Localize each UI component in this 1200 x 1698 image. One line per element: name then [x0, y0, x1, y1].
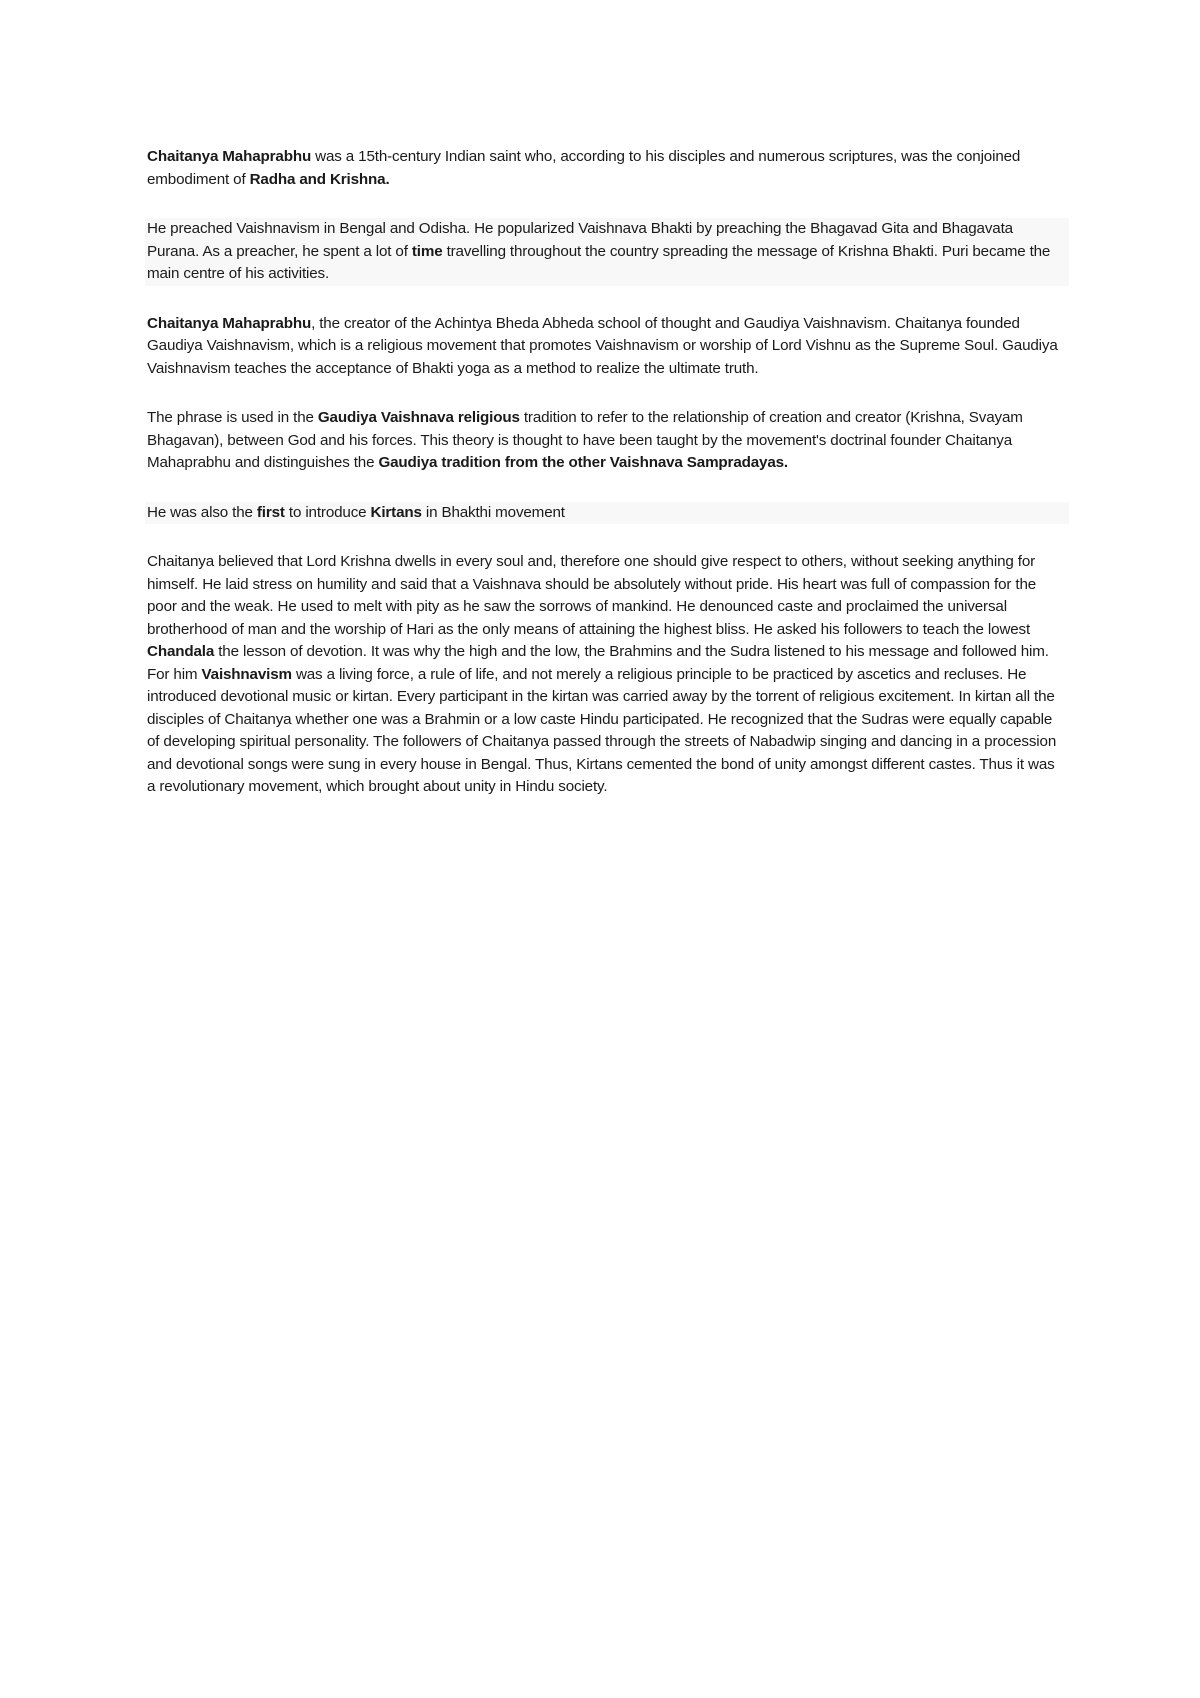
text-run: , the creator of the Achintya Bheda Abheda school of thought and Gaudiya Vaishnavism. Chaitanya founded Gaudiya Vaishnavism, which is a religious movement that promotes Vaishnavism or worship of Lord Vishnu as the Supreme Soul. Gaudiya Vaishnavism teaches the acceptance of Bhakti yoga as a method to realize the ultimate truth. — [147, 314, 1058, 377]
text-run: to introduce — [284, 503, 371, 521]
text-run: tradition to refer to the relationship of creation and creator (Krishna, Svayam Bhagavan), between God and his forces. This theory is thought to have been taught by the movement's doctrinal founder Chaitanya Mahaprabhu and distinguishes the — [147, 409, 1023, 471]
text-run: He preached Vaishnavism in Bengal and Odisha. He popularized Vaishnava Bhakti by preaching the Bhagavad Gita and Bhagavata Purana. As a preacher, he spent a lot of — [147, 220, 1013, 260]
bold-run: time — [411, 242, 443, 260]
paragraph-beliefs — [147, 551, 1065, 799]
paragraph-tradition — [147, 407, 1065, 475]
bold-run: first — [256, 503, 285, 521]
paragraph-intro — [147, 146, 1065, 191]
text-run: The phrase is used in the — [147, 409, 318, 426]
paragraph-kirtans — [145, 502, 1069, 525]
bold-run: Chandala — [147, 643, 215, 660]
bold-run: Vaishnavism — [201, 665, 292, 683]
paragraph-preaching — [145, 218, 1069, 286]
text-run: was a living force, a rule of life, and not merely a religious principle to be practiced by ascetics and recluses. He introduced devotional music or kirtan. Every participant in the kirtan was carried away by the torrent of religious excitement. In kirtan all the disciples of Chaitanya whether one was a Brahmin or a low caste Hindu participated. He recognized that the Sudras were equally capable of developing spiritual personality. The followers of Chaitanya passed through the streets of Nabadwip singing and dancing in a procession and devotional songs were sung in every house in Bengal. Thus, Kirtans cemented the bond of unity amongst different castes. Thus it was a revolutionary movement, which brought about unity in Hindu society. — [147, 665, 1057, 795]
bold-run: Kirtans — [370, 503, 422, 521]
bold-run: Chaitanya Mahaprabhu — [147, 314, 312, 332]
paragraph-gaudiya-vaishnavism — [147, 313, 1065, 381]
text-run: travelling throughout the country spreading the message of Krishna Bhakti. Puri became the main centre of his activities. — [147, 242, 1051, 282]
document-body — [147, 146, 1065, 826]
bold-run: Radha and Krishna. — [249, 170, 390, 188]
text-run: was a 15th-century Indian saint who, according to his disciples and numerous scriptures, was the conjoined embodiment of — [147, 148, 1021, 188]
bold-run: Gaudiya tradition from the other Vaishnava Sampradayas. — [378, 454, 789, 471]
text-run: Chaitanya believed that Lord Krishna dwells in every soul and, therefore one should give respect to others, without seeking anything for himself. He laid stress on humility and said that a Vaishnava should be absolutely without pride. His heart was full of compassion for the poor and the weak. He used to melt with pity as he saw the sorrows of mankind. He denounced caste and proclaimed the universal brotherhood of man and the worship of Hari as the only means of attaining the highest bliss. He asked his followers to teach the lowest — [147, 553, 1037, 638]
text-run: the lesson of devotion. It was why the high and the low, the Brahmins and the Sudra listened to his message and followed him. For him — [147, 643, 1049, 683]
text-run: in Bhakthi movement — [421, 503, 565, 521]
bold-run: Gaudiya Vaishnava religious — [317, 409, 520, 426]
text-run: He was also the — [147, 503, 257, 521]
bold-run: Chaitanya Mahaprabhu — [147, 148, 312, 165]
